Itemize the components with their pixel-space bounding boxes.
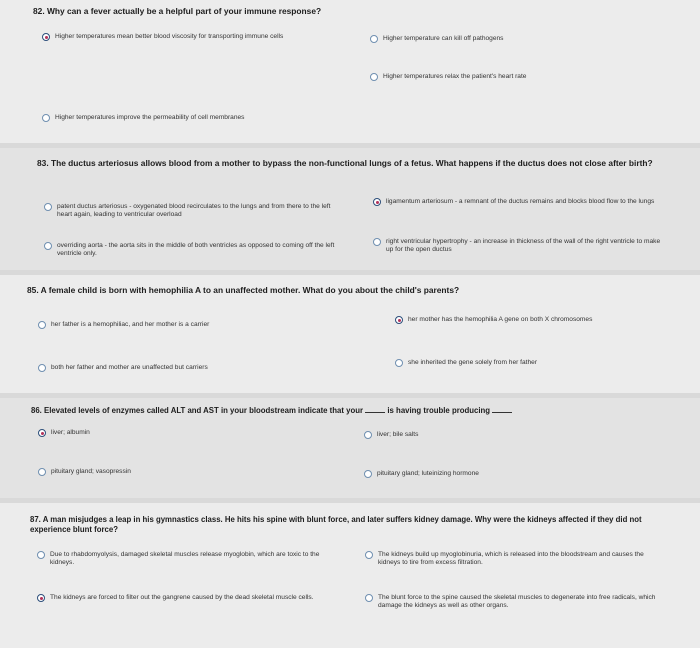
question-85-block	[0, 275, 700, 393]
radio-icon[interactable]	[365, 594, 373, 602]
q87-option-2[interactable]: The kidneys build up myoglobinuria, which is released into the bloodstream and causes the kidneys to tire from excess filtration.	[365, 551, 665, 568]
blank-1	[365, 405, 385, 413]
radio-icon[interactable]	[42, 114, 50, 122]
q87-option-1[interactable]: Due to rhabdomyolysis, damaged skeletal muscles release myoglobin, which are toxic to the kidneys.	[37, 551, 337, 568]
question-87-text: 87. A man misjudges a leap in his gymnastics class. He hits his spine with blunt force, and later suffers kidney damage. Why were the kidneys affected if they did not experience blunt force?	[30, 515, 642, 534]
question-82-text: 82. Why can a fever actually be a helpful part of your immune response?	[33, 6, 322, 16]
q86-option-1[interactable]: liver; albumin	[38, 429, 288, 437]
q83-option-2[interactable]: ligamentum arteriosum - a remnant of the ductus remains and blocks blood flow to the lungs	[373, 198, 668, 206]
radio-icon[interactable]	[370, 35, 378, 43]
q85-option-1[interactable]: her father is a hemophiliac, and her mother is a carrier	[38, 321, 348, 329]
radio-selected-icon[interactable]	[42, 33, 50, 41]
q87-option-4[interactable]: The blunt force to the spine caused the skeletal muscles to degenerate into free radicals, which damage the kidneys as well as other organs.	[365, 594, 665, 611]
radio-icon[interactable]	[365, 551, 373, 559]
radio-icon[interactable]	[44, 203, 52, 211]
q83-option-1[interactable]: patent ductus arteriosus - oxygenated blood recirculates to the lungs and from there to the left heart again, leading to ventricular overload	[44, 203, 344, 220]
q86-option-3[interactable]: pituitary gland; vasopressin	[38, 468, 288, 476]
question-85-text: 85. A female child is born with hemophilia A to an unaffected mother. What do you about the child's parents?	[27, 285, 460, 295]
blank-2	[492, 405, 512, 413]
q82-option-3[interactable]: Higher temperatures relax the patient's heart rate	[370, 73, 670, 81]
radio-icon[interactable]	[364, 470, 372, 478]
q85-option-3[interactable]: both her father and mother are unaffected but carriers	[38, 364, 348, 372]
radio-icon[interactable]	[38, 468, 46, 476]
question-86-text	[31, 405, 681, 416]
radio-selected-icon[interactable]	[373, 198, 381, 206]
radio-icon[interactable]	[44, 242, 52, 250]
q86-option-4[interactable]: pituitary gland; luteinizing hormone	[364, 470, 614, 478]
radio-icon[interactable]	[37, 551, 45, 559]
radio-selected-icon[interactable]	[395, 316, 403, 324]
q86-option-2[interactable]: liver; bile salts	[364, 431, 614, 439]
radio-selected-icon[interactable]	[38, 429, 46, 437]
question-82-block	[0, 0, 700, 143]
q82-option-4[interactable]: Higher temperatures improve the permeability of cell membranes	[42, 114, 362, 122]
question-86-block	[0, 398, 700, 498]
radio-icon[interactable]	[38, 321, 46, 329]
q85-option-2[interactable]: her mother has the hemophilia A gene on both X chromosomes	[395, 316, 685, 324]
question-87-block	[0, 503, 700, 648]
q82-option-1[interactable]: Higher temperatures mean better blood viscosity for transporting immune cells	[42, 33, 342, 41]
q83-option-3[interactable]: overriding aorta - the aorta sits in the middle of both ventricles as opposed to coming off the left ventricle only.	[44, 242, 344, 259]
question-86-part2: is having trouble producing	[387, 406, 491, 415]
question-83-block	[0, 148, 700, 270]
question-83-text: 83. The ductus arteriosus allows blood from a mother to bypass the non-functional lungs of a fetus. What happens if the ductus does not close after birth?	[37, 158, 653, 168]
radio-selected-icon[interactable]	[37, 594, 45, 602]
radio-icon[interactable]	[370, 73, 378, 81]
radio-icon[interactable]	[373, 238, 381, 246]
q82-option-2[interactable]: Higher temperature can kill off pathogens	[370, 35, 660, 43]
question-86-part1: 86. Elevated levels of enzymes called ALT and AST in your bloodstream indicate that your	[31, 406, 364, 415]
q83-option-4[interactable]: right ventricular hypertrophy - an increase in thickness of the wall of the right ventricle to make up for the open ductus	[373, 238, 668, 255]
radio-icon[interactable]	[364, 431, 372, 439]
radio-icon[interactable]	[395, 359, 403, 367]
radio-icon[interactable]	[38, 364, 46, 372]
q85-option-4[interactable]: she inherited the gene solely from her father	[395, 359, 685, 367]
q87-option-3[interactable]: The kidneys are forced to filter out the gangrene caused by the dead skeletal muscle cells.	[37, 594, 337, 602]
